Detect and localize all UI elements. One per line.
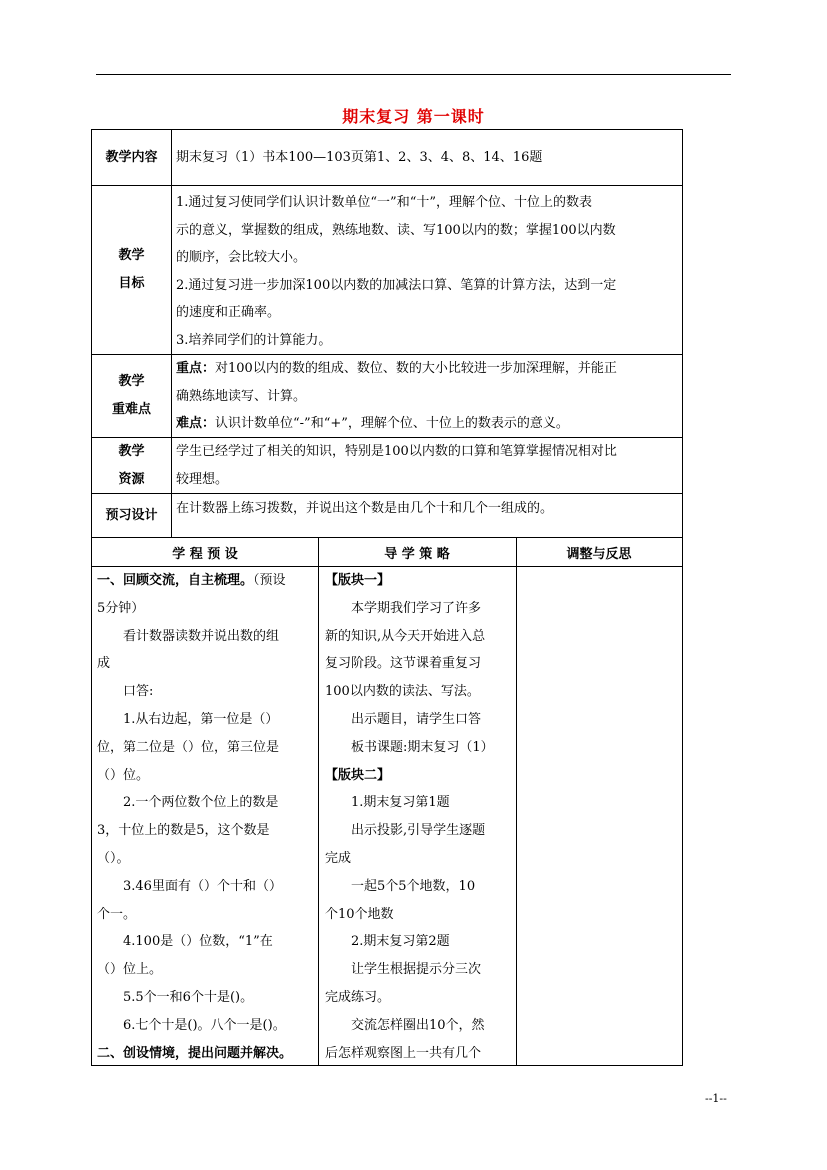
block-1-heading: 【版块一】 (325, 573, 391, 588)
label-teaching-goals: 教学 目标 (92, 186, 172, 354)
header-rule (96, 74, 731, 75)
header-adjust-reflect: 调整与反思 (516, 538, 682, 567)
row-preview-design (92, 494, 682, 538)
teaching-goals-text: 1.通过复习使同学们认识计数单位“一”和“十”，理解个位、十位上的数表 示的意义，掌握数的组成，熟练地数、读、写100以内的数；掌握100以内数 的顺序，会比较大小。 2.通过复习进一步加深100以内数的加减法口算、笔算的计算方法，达到一定 的速度和正确率。 3.培养同学们的计算能力。 (176, 195, 617, 348)
document-title: 期末复习 第一课时 (342, 107, 485, 126)
teaching-content-text: 期末复习（1）书本100—103页第1、2、3、4、8、14、16题 (176, 149, 543, 165)
label-preview-design: 预习设计 (92, 494, 172, 537)
teaching-resources-text: 学生已经学过了相关的知识，特别是100以内数的口算和笔算掌握情况相对比 较理想。 (176, 444, 617, 487)
page-number: --1-- (705, 1092, 727, 1105)
learning-plan-column: 一、回顾交流，自主梳理。（预设 5分钟） 看计数器读数并说出数的组 成 口答: 1.从右边起，第一位是（） 位，第二位是（）位，第三位是 （）位。 2.一个两位数个位上的数是 3，十位上的数是5，这个数是 （）。 3.46里面有（）个十和（） 个一。 4.100是（）位数，“1”在 （）位上。 5.5个一和6个十是()。 6.七个十是()。八个一是()。 二、创设情境，提出问题并解决。 (97, 573, 293, 1061)
preview-design-text: 在计数器上练习拨数，并说出这个数是由几个十和几个一组成的。 (176, 501, 554, 516)
label-teaching-content: 教学内容 (92, 130, 172, 185)
section-1-title: 一、回顾交流，自主梳理。 (97, 573, 254, 588)
row-teaching-goals (92, 186, 682, 355)
lesson-plan-table (91, 129, 683, 1066)
guidance-strategy-column: 【版块一】 本学期我们学习了许多 新的知识,从今天开始进入总 复习阶段。这节课着重复习 100以内数的读法、写法。 出示题目，请学生口答 板书课题:期末复习（1） 【版块二】 1.期末复习第1题 出示投影,引导学生逐题 完成 一起5个5个地数，10 个10个地数 2.期末复习第2题 让学生根据提示分三次 完成练习。 交流怎样圈出10个，然 后怎样观察图上一共有几个 (325, 573, 494, 1061)
label-key-points: 教学 重难点 (92, 355, 172, 437)
header-guidance-strategy: 导 学 策 略 (318, 538, 516, 567)
block-2-heading: 【版块二】 (325, 767, 391, 783)
header-learning-plan: 学 程 预 设 (92, 538, 318, 567)
section-2-title: 二、创设情境，提出问题并解决。 (97, 1045, 293, 1061)
label-teaching-resources: 教学 资源 (92, 438, 172, 493)
row-teaching-content (92, 130, 682, 186)
column-divider (516, 538, 517, 1065)
row-teaching-resources (92, 438, 682, 494)
row-key-points (92, 355, 682, 438)
key-points-text: 重点：对100以内的数的组成、数位、数的大小比较进一步加深理解，并能正 确熟练地读写、计算。 难点：认识计数单位“-”和“+”，理解个位、十位上的数表示的意义。 (176, 361, 617, 431)
